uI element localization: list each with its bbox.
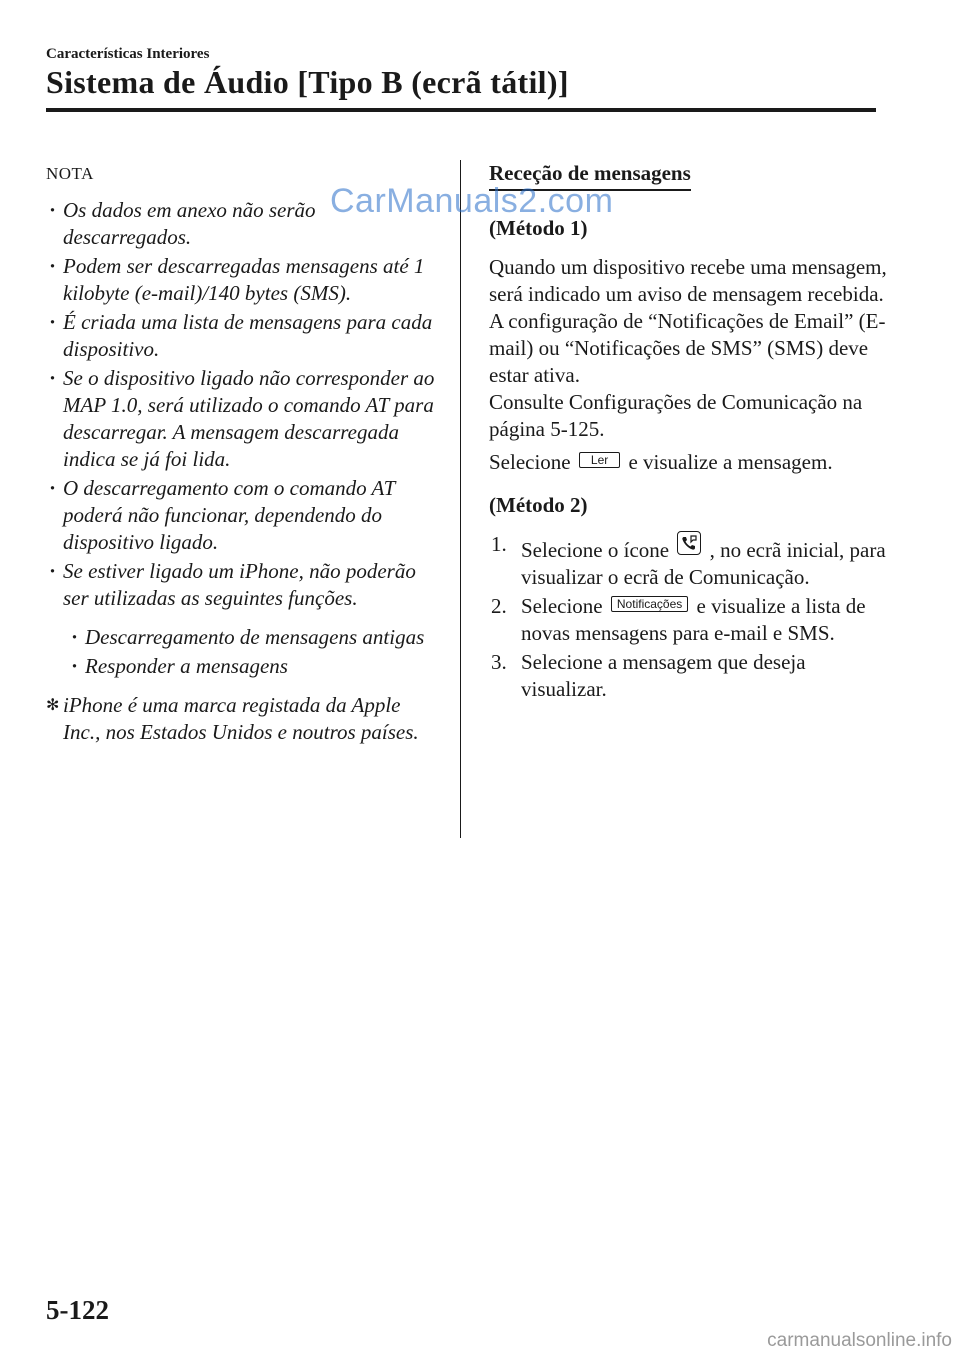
sub-bullet: · Descarregamento de mensagens antigas: [68, 624, 436, 651]
step-text-before: Selecione: [521, 594, 603, 618]
right-column: [489, 160, 889, 705]
select-read-line: [489, 449, 889, 476]
header-section: Características Interiores: [46, 46, 210, 62]
note-bullet: · Podem ser descarregadas mensagens até 1 kilobyte (e-mail)/140 bytes (SMS).: [46, 253, 436, 307]
phone-icon: [677, 531, 701, 555]
footer-site: carmanualsonline.info: [767, 1330, 952, 1351]
step-item: [489, 531, 889, 591]
note-bullet: · Se estiver ligado um iPhone, não poderão ser utilizadas as seguintes funções.: [46, 558, 436, 612]
footnote: [46, 692, 436, 746]
section-heading: Receção de mensagens: [489, 160, 691, 191]
page-number: 5-122: [46, 1295, 109, 1325]
header-rule: [46, 108, 876, 112]
footnote-text: iPhone é uma marca registada da Apple Inc., nos Estados Unidos e noutros países.: [63, 693, 419, 744]
method-1-paragraph: Quando um dispositivo recebe uma mensagem, será indicado um aviso de mensagem recebida. A configuração de “Notificações de Email” (E-mail) ou “Notificações de SMS” (SMS) deve estar ativa.: [489, 255, 887, 387]
step-number: 2.: [491, 594, 507, 618]
watermark: CarManuals2.com: [330, 182, 614, 220]
step-item: [489, 649, 889, 703]
notifications-button: Notificações: [611, 596, 688, 612]
steps-list: [489, 531, 889, 703]
step-number: 3.: [491, 650, 507, 674]
select-read-suffix: e visualize a mensagem.: [628, 450, 833, 474]
note-bullet: · É criada uma lista de mensagens para cada dispositivo.: [46, 309, 436, 363]
note-bullet: · Os dados em anexo não serão descarregados.: [46, 197, 436, 251]
nota-heading: NOTA: [46, 164, 94, 183]
step-text-after: e visualize a lista de novas mensagens para e-mail e SMS.: [521, 594, 866, 645]
method-2-heading: (Método 2): [489, 493, 588, 517]
step-text-after: , no ecrã inicial, para visualizar o ecrã de Comunicação.: [521, 538, 886, 589]
read-button: Ler: [579, 452, 620, 468]
sub-bullet: · Responder a mensagens: [68, 653, 436, 680]
column-divider: [460, 160, 461, 838]
method-1-heading: (Método 1): [489, 216, 588, 240]
footnote-mark: ✻: [46, 697, 60, 714]
page-title: Sistema de Áudio [Tipo B (ecrã tátil)]: [46, 64, 569, 100]
step-number: 1.: [491, 532, 507, 556]
left-column: [46, 160, 436, 746]
step-item: [489, 593, 889, 647]
step-text: Selecione a mensagem que deseja visualizar.: [521, 650, 806, 701]
step-text-before: Selecione o ícone: [521, 538, 670, 562]
note-bullet: · Se o dispositivo ligado não corresponder ao MAP 1.0, será utilizado o comando AT para descarregar. A mensagem descarregada indica se já foi lida.: [46, 365, 436, 473]
note-bullet: · O descarregamento com o comando AT poderá não funcionar, dependendo do dispositivo ligado.: [46, 475, 436, 556]
sub-bullet-list: [68, 624, 436, 680]
method-1-reference: Consulte Configurações de Comunicação na página 5-125.: [489, 390, 863, 441]
select-prefix: Selecione: [489, 450, 571, 474]
